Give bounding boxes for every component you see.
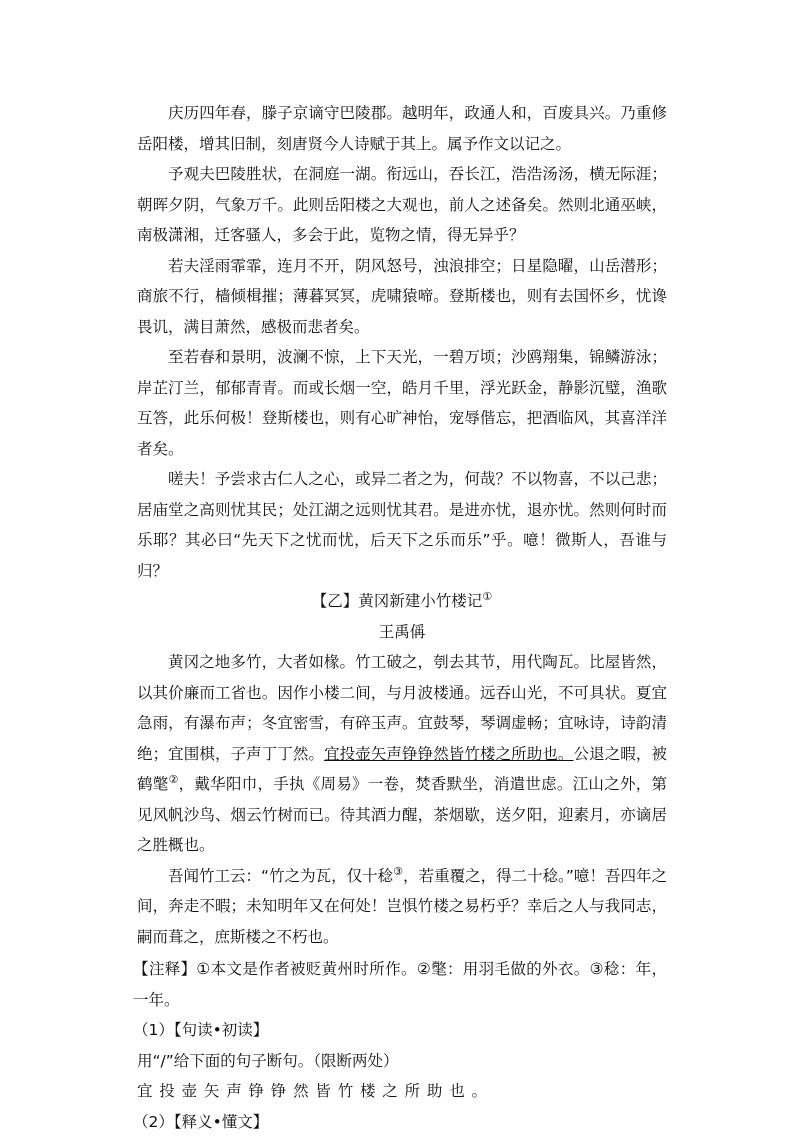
footnote-marker-1: ①: [482, 590, 492, 603]
underlined-sentence: 宜投壶矢声铮铮然皆竹楼之所助也。: [324, 745, 573, 763]
passage-b-paragraph-1-text: 黄冈之地多竹，大者如椽。竹工破之，刳去其节，用代陶瓦。比屋皆然，以其价廉而工省也。因作小楼二间，与月波楼通。远吞山光，不可具状。夏宜急雨，有瀑布声；冬宜密雪，有碎玉声。宜鼓琴，琴调虚畅；宜咏诗，诗韵清绝；宜围棋，子声丁丁然。: [137, 653, 667, 763]
passage-a-paragraph-1: 庆历四年春，滕子京谪守巴陵郡。越明年，政通人和，百废具兴。乃重修岳阳楼，增其旧制，刻唐贤今人诗赋于其上。属予作文以记之。: [137, 98, 667, 159]
question-1-instruction: 用“/”给下面的句子断句。（限断两处）: [137, 1046, 667, 1077]
passage-b-paragraph-1-cont-a: 公退之暇，被鹤氅: [137, 745, 667, 794]
annotation-notes: 【注释】①本文是作者被贬黄州时所作。②氅：用羽毛做的外衣。③稔：年，一年。: [133, 954, 667, 1015]
question-2-label: （2）【释义•懂文】: [133, 1107, 667, 1137]
passage-b-title: [137, 586, 667, 617]
question-1-sentence: 宜投壶矢声铮铮然皆竹楼之所助也。: [137, 1076, 667, 1107]
passage-b-paragraph-1: [137, 647, 667, 861]
document-body: [137, 98, 667, 1137]
passage-b-author: 王禹偁: [137, 617, 667, 648]
question-1-label: （1）【句读•初读】: [133, 1015, 667, 1046]
passage-a-paragraph-5: 嗟夫！予尝求古仁人之心，或异二者之为，何哉？不以物喜，不以己悲；居庙堂之高则忧其民；处江湖之远则忧其君。是进亦忧，退亦忧。然则何时而乐耶？其必曰“先天下之忧而忧，后天下之乐而乐”乎。噫！微斯人，吾谁与归？: [137, 464, 667, 586]
footnote-marker-2: ②: [169, 773, 179, 786]
passage-b-paragraph-2-text-a: 吾闻竹工云：“竹之为瓦，仅十稔: [168, 867, 393, 885]
passage-b-paragraph-1-cont-b: ，戴华阳巾，手执《周易》一卷，焚香默坐，消遣世虑。江山之外，第见风帆沙鸟、烟云竹树而已。待其酒力醒，茶烟歇，送夕阳，迎素月，亦谪居之胜概也。: [137, 775, 667, 854]
passage-a-paragraph-3: 若夫淫雨霏霏，连月不开，阴风怒号，浊浪排空；日星隐曜，山岳潜形；商旅不行，樯倾楫摧；薄暮冥冥，虎啸猿啼。登斯楼也，则有去国怀乡，忧谗畏讥，满目萧然，感极而悲者矣。: [137, 251, 667, 343]
footnote-marker-3: ③: [393, 864, 403, 877]
passage-b-paragraph-2-text-b: ，若重覆之，得二十稔。”噫！吾四年之间，奔走不暇；未知明年又在何处！岂惧竹楼之易朽乎？幸后之人与我同志，嗣而葺之，庶斯楼之不朽也。: [137, 867, 667, 946]
passage-b-title-text: 【乙】黄冈新建小竹楼记: [312, 592, 483, 610]
passage-a-paragraph-2: 予观夫巴陵胜状，在洞庭一湖。衔远山，吞长江，浩浩汤汤，横无际涯；朝晖夕阴，气象万千。此则岳阳楼之大观也，前人之述备矣。然则北通巫峡，南极潇湘，迁客骚人，多会于此，览物之情，得无异乎？: [137, 159, 667, 251]
passage-a-paragraph-4: 至若春和景明，波澜不惊，上下天光，一碧万顷；沙鸥翔集，锦鳞游泳；岸芷汀兰，郁郁青青。而或长烟一空，皓月千里，浮光跃金，静影沉璧，渔歌互答，此乐何极！登斯楼也，则有心旷神怡，宠辱偕忘，把酒临风，其喜洋洋者矣。: [137, 342, 667, 464]
passage-b-paragraph-2: [137, 861, 667, 953]
